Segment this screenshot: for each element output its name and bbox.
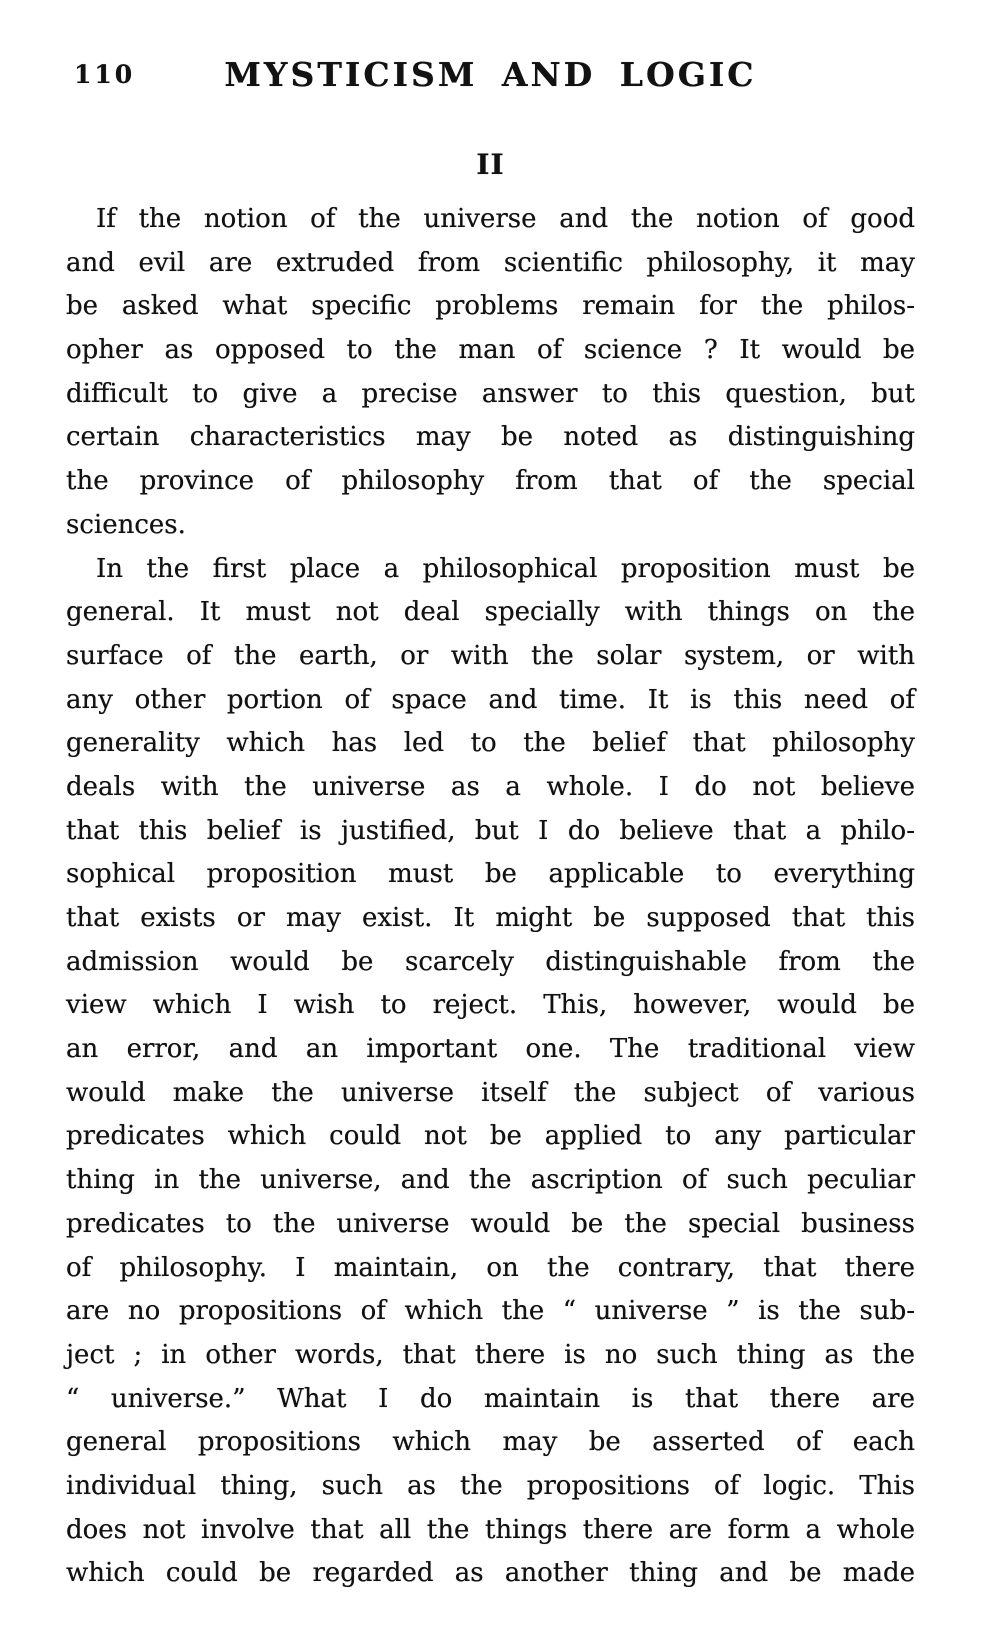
- text-line: certain characteristics may be noted as distinguishing: [66, 422, 915, 453]
- text-line: which could be regarded as another thing and be made: [66, 1558, 915, 1589]
- text-line: ject ; in other words, that there is no such thing as the: [66, 1339, 915, 1370]
- text-line: thing in the universe, and the ascription of such peculiar: [66, 1165, 915, 1196]
- text-line: sophical proposition must be applicable to everything: [66, 859, 915, 890]
- text-line: predicates which could not be applied to any particular: [66, 1121, 915, 1152]
- text-line: generality which has led to the belief that philosophy: [66, 728, 915, 759]
- text-line: If the notion of the universe and the notion of good: [96, 204, 915, 234]
- text-line: that exists or may exist. It might be supposed that this: [66, 903, 915, 933]
- text-line: and evil are extruded from scientific philosophy, it may: [66, 247, 915, 278]
- text-line: are no propositions of which the “ universe ” is the sub-: [66, 1296, 915, 1327]
- running-title: MYSTICISM AND LOGIC: [224, 55, 757, 94]
- section-heading: II: [476, 148, 505, 181]
- text-line: the province of philosophy from that of the special: [66, 466, 915, 497]
- text-line: that this belief is justified, but I do believe that a philo-: [66, 815, 915, 846]
- text-line: any other portion of space and time. It is this need of: [66, 684, 915, 715]
- text-line: general. It must not deal specially with things on the: [66, 597, 915, 628]
- running-header: [66, 54, 915, 96]
- text-line: an error, and an important one. The traditional view: [66, 1034, 915, 1065]
- text-line: of philosophy. I maintain, on the contrary, that there: [66, 1252, 915, 1283]
- text-line: predicates to the universe would be the special business: [66, 1208, 915, 1239]
- text-line: general propositions which may be asserted of each: [66, 1427, 915, 1458]
- text-line: individual thing, such as the propositions of logic. This: [66, 1470, 915, 1501]
- text-line: admission would be scarcely distinguishable from the: [66, 946, 915, 977]
- text-line: does not involve that all the things there are form a whole: [66, 1514, 915, 1545]
- text-line: opher as opposed to the man of science ? It would be: [66, 335, 915, 366]
- text-line: view which I wish to reject. This, however, would be: [66, 990, 915, 1021]
- text-line: difficult to give a precise answer to this question, but: [66, 378, 915, 409]
- body-text: [66, 198, 915, 1596]
- text-line: surface of the earth, or with the solar system, or with: [66, 640, 915, 671]
- text-line: “ universe.” What I do maintain is that there are: [66, 1383, 915, 1414]
- text-line: deals with the universe as a whole. I do not believe: [66, 771, 915, 802]
- text-line: In the first place a philosophical proposition must be: [96, 553, 915, 584]
- text-line: be asked what specific problems remain for the philos-: [66, 291, 915, 322]
- text-line: sciences.: [66, 509, 186, 540]
- page-number: 110: [74, 60, 136, 89]
- text-line: would make the universe itself the subject of various: [66, 1077, 915, 1108]
